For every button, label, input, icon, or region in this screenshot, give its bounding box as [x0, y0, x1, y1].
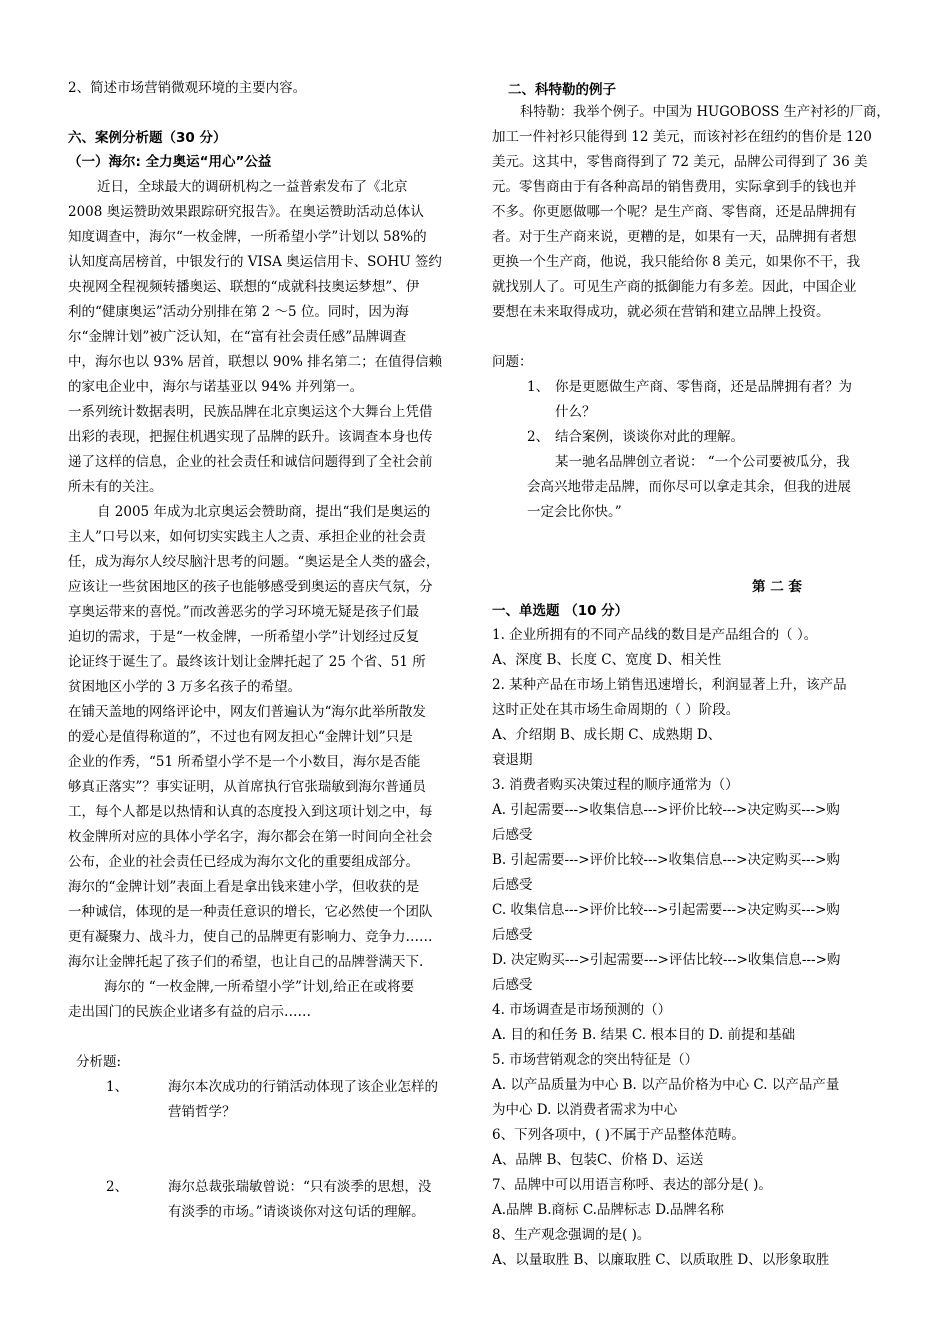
mc-line: A、以量取胜 B、以廉取胜 C、以质取胜 D、以形象取胜	[492, 1252, 830, 1268]
mc-line: B. 引起需要--->评价比较--->收集信息--->决定购买--->购	[492, 852, 840, 868]
mc-line: A、品牌 B、包装C、价格 D、运送	[492, 1152, 704, 1168]
case1-line: 自 2005 年成为北京奥运会赞助商，提出“我们是奥运的	[97, 504, 431, 520]
case1-line: 海尔的“金牌计划”表面上看是拿出钱来建小学，但收获的是	[68, 879, 420, 895]
brand-quote: 某一驰名品牌创立者说： “一个公司要被瓜分，我	[555, 454, 850, 470]
analysis-q1-number: 1、	[106, 1079, 129, 1095]
case1-line: 一种诚信，体现的是一种责任意识的增长，它必然使一个团队	[68, 904, 433, 920]
mc-line: 后感受	[492, 977, 533, 993]
mc-line: 这时正处在其市场生命周期的（ ）阶段。	[492, 702, 740, 718]
mc-line: A、介绍期 B、成长期 C、成熟期 D、	[492, 727, 722, 743]
case1-line: 认知度高居榜首，中银发行的 VISA 奥运信用卡、SOHU 签约	[68, 254, 442, 270]
mc-line: 2. 某种产品在市场上销售迅速增长，利润显著上升，该产品	[492, 677, 847, 693]
case1-line: 尔“金牌计划”被广泛认知，在“富有社会责任感”品牌调查	[68, 329, 407, 345]
question-1-text-cont: 什么？	[555, 404, 596, 420]
mc-line: C. 收集信息--->评价比较--->引起需要--->决定购买--->购	[492, 902, 840, 918]
analysis-q2-number: 2、	[106, 1179, 129, 1195]
case1-line: 海尔让金牌托起了孩子们的希望，也让自己的品牌誉满天下.	[68, 954, 424, 970]
analysis-q1-text-cont: 营销哲学？	[168, 1104, 236, 1120]
brand-quote-end: 一定会比你快。”	[527, 504, 622, 520]
case1-line: 任，成为海尔人绞尽脑汁思考的问题。“奥运是全人类的盛会，	[68, 554, 440, 570]
mc-line: A. 目的和任务 B. 结果 C. 根本目的 D. 前提和基础	[492, 1027, 796, 1043]
case2-line: 美元。这其中，零售商得到了 72 美元，品牌公司得到了 36 美	[492, 154, 868, 170]
case2-line: 加工一件衬衫只能得到 12 美元，而该衬衫在纽约的售价是 120	[492, 129, 872, 145]
mc-line: 衰退期	[492, 752, 533, 768]
case2-line: 就找别人了。可见生产商的抵御能力有多差。因此，中国企业	[492, 279, 857, 295]
case1-line: 近日，全球最大的调研机构之一益普索发布了《北京	[97, 179, 408, 195]
case1-line: 海尔的 “一枚金牌,一所希望小学”计划,给正在或将要	[104, 979, 415, 995]
mc-line: A. 以产品质量为中心 B. 以产品价格为中心 C. 以产品产量	[492, 1077, 840, 1093]
mc-line: 4. 市场调查是市场预测的（）	[492, 1002, 672, 1018]
mc-line: D. 决定购买--->引起需要--->评估比较--->收集信息--->购	[492, 952, 841, 968]
analysis-q2-text: 海尔总裁张瑞敏曾说：“只有淡季的思想，没	[168, 1179, 432, 1195]
case2-line: 元。零售商由于有各种高昂的销售费用，实际拿到手的钱也并	[492, 179, 857, 195]
case1-line: 享奥运带来的喜悦。”而改善恶劣的学习环境无疑是孩子们最	[68, 604, 420, 620]
mc-line: 后感受	[492, 827, 533, 843]
mc-line: A. 引起需要--->收集信息--->评价比较--->决定购买--->购	[492, 802, 840, 818]
question-2-number: 2、	[527, 429, 550, 445]
analysis-q2-text-cont: 有淡季的市场。”请谈谈你对这句话的理解。	[168, 1204, 425, 1220]
mc-line: 后感受	[492, 877, 533, 893]
question-1-text: 你是更愿做生产商、零售商，还是品牌拥有者？为	[555, 379, 852, 395]
mc-line: 3. 消费者购买决策过程的顺序通常为（）	[492, 777, 739, 793]
case1-line: 的爱心是值得称道的”，不过也有网友担心“金牌计划”只是	[68, 729, 413, 745]
case1-line: 应该让一些贫困地区的孩子也能够感受到奥运的喜庆气氛，分	[68, 579, 433, 595]
single-choice-section-title: 一、单选题 （10 分）	[492, 603, 629, 619]
set-title: 第 二 套	[752, 579, 802, 595]
case1-line: 贫困地区小学的 3 万多名孩子的希望。	[68, 679, 302, 695]
case1-line: 企业的作秀，“51 所希望小学不是一个小数目，海尔是否能	[68, 754, 421, 770]
case2-line: 不多。你更愿做哪一个呢？是生产商、零售商，还是品牌拥有	[492, 204, 857, 220]
case1-line: 更有凝聚力、战斗力，使自己的品牌更有影响力、竞争力……	[68, 929, 433, 945]
case1-line: 2008 奥运赞助效果跟踪研究报告》。在奥运赞助活动总体认	[68, 204, 424, 220]
analysis-label: 分析题:	[76, 1054, 122, 1070]
brand-quote-cont: 会高兴地带走品牌，而你尽可以拿走其余，但我的进展	[527, 479, 851, 495]
mc-line: 1. 企业所拥有的不同产品线的数目是产品组合的（ ）。	[492, 627, 818, 643]
case1-line: 中，海尔也以 93% 居首，联想以 90% 排名第二；在值得信赖	[68, 354, 443, 370]
case1-line: 论证终于诞生了。最终该计划让金牌托起了 25 个省、51 所	[68, 654, 426, 670]
case1-line: 工，每个人都是以热情和认真的态度投入到这项计划之中，每	[68, 804, 433, 820]
question-2-text: 结合案例，谈谈你对此的理解。	[555, 429, 744, 445]
case1-line: 公布，企业的社会责任已经成为海尔文化的重要组成部分。	[68, 854, 419, 870]
case1-line: 够真正落实”？事实证明，从首席执行官张瑞敏到海尔普通员	[68, 779, 426, 795]
case1-line: 利的“健康奥运”活动分别排在第 2 ～5 位。同时，因为海	[68, 304, 409, 320]
case2-title: 二、科特勒的例子	[508, 82, 616, 98]
case2-line: 要想在未来取得成功，就必须在营销和建立品牌上投资。	[492, 304, 830, 320]
questions-label: 问题：	[492, 354, 533, 370]
mc-line: 6、下列各项中，( )不属于产品整体范畴。	[492, 1127, 745, 1143]
case1-line: 的家电企业中，海尔与诺基亚以 94% 并列第一。	[68, 379, 364, 395]
mc-line: 8、生产观念强调的是( )。	[492, 1227, 651, 1243]
analysis-q1-text: 海尔本次成功的行销活动体现了该企业怎样的	[168, 1079, 438, 1095]
case2-line: 者。对于生产商来说，更糟的是，如果有一天，品牌拥有者想	[492, 229, 857, 245]
case-analysis-section-title: 六、案例分析题（30 分）	[68, 130, 227, 146]
mc-line: 7、品牌中可以用语言称呼、表达的部分是( )。	[492, 1177, 772, 1193]
case1-line: 走出国门的民族企业诸多有益的启示……	[68, 1004, 311, 1020]
case1-line: 央视网全程视频转播奥运、联想的“成就科技奥运梦想”、伊	[68, 279, 420, 295]
case1-line: 枚金牌所对应的具体小学名字，海尔都会在第一时间向全社会	[68, 829, 433, 845]
case1-line: 知度调查中，海尔“一枚金牌，一所希望小学”计划以 58%的	[68, 229, 427, 245]
mc-line: A.品牌 B.商标 C.品牌标志 D.品牌名称	[492, 1202, 724, 1218]
case1-line: 主人”口号以来，如何切实实践主人之责、承担企业的社会责	[68, 529, 426, 545]
mc-line: 为中心 D. 以消费者需求为中心	[492, 1102, 678, 1118]
case1-line: 在铺天盖地的网络评论中，网友们普遍认为“海尔此举所散发	[68, 704, 426, 720]
mc-line: 5. 市场营销观念的突出特征是（）	[492, 1052, 699, 1068]
mc-line: A、深度 B、长度 C、宽度 D、相关性	[492, 652, 722, 668]
case1-title: （一）海尔: 全力奥运“用心”公益	[68, 154, 272, 170]
case1-line: 一系列统计数据表明，民族品牌在北京奥运这个大舞台上凭借	[68, 404, 433, 420]
case1-line: 递了这样的信息，企业的社会责任和诚信问题得到了全社会前	[68, 454, 433, 470]
case1-line: 所未有的关注。	[68, 479, 163, 495]
mc-line: 后感受	[492, 927, 533, 943]
case2-line: 更换一个生产商，他说，我只能给你 8 美元，如果你不干，我	[492, 254, 861, 270]
case1-line: 出彩的表现，把握住机遇实现了品牌的跃升。该调查本身也传	[68, 429, 433, 445]
short-answer-question-2: 2、简述市场营销微观环境的主要内容。	[68, 80, 307, 96]
case2-line: 科特勒：我举个例子。中国为 HUGOBOSS 生产衬衫的厂商，	[520, 104, 890, 120]
question-1-number: 1、	[527, 379, 550, 395]
case1-line: 迫切的需求，于是“一枚金牌，一所希望小学”计划经过反复	[68, 629, 420, 645]
